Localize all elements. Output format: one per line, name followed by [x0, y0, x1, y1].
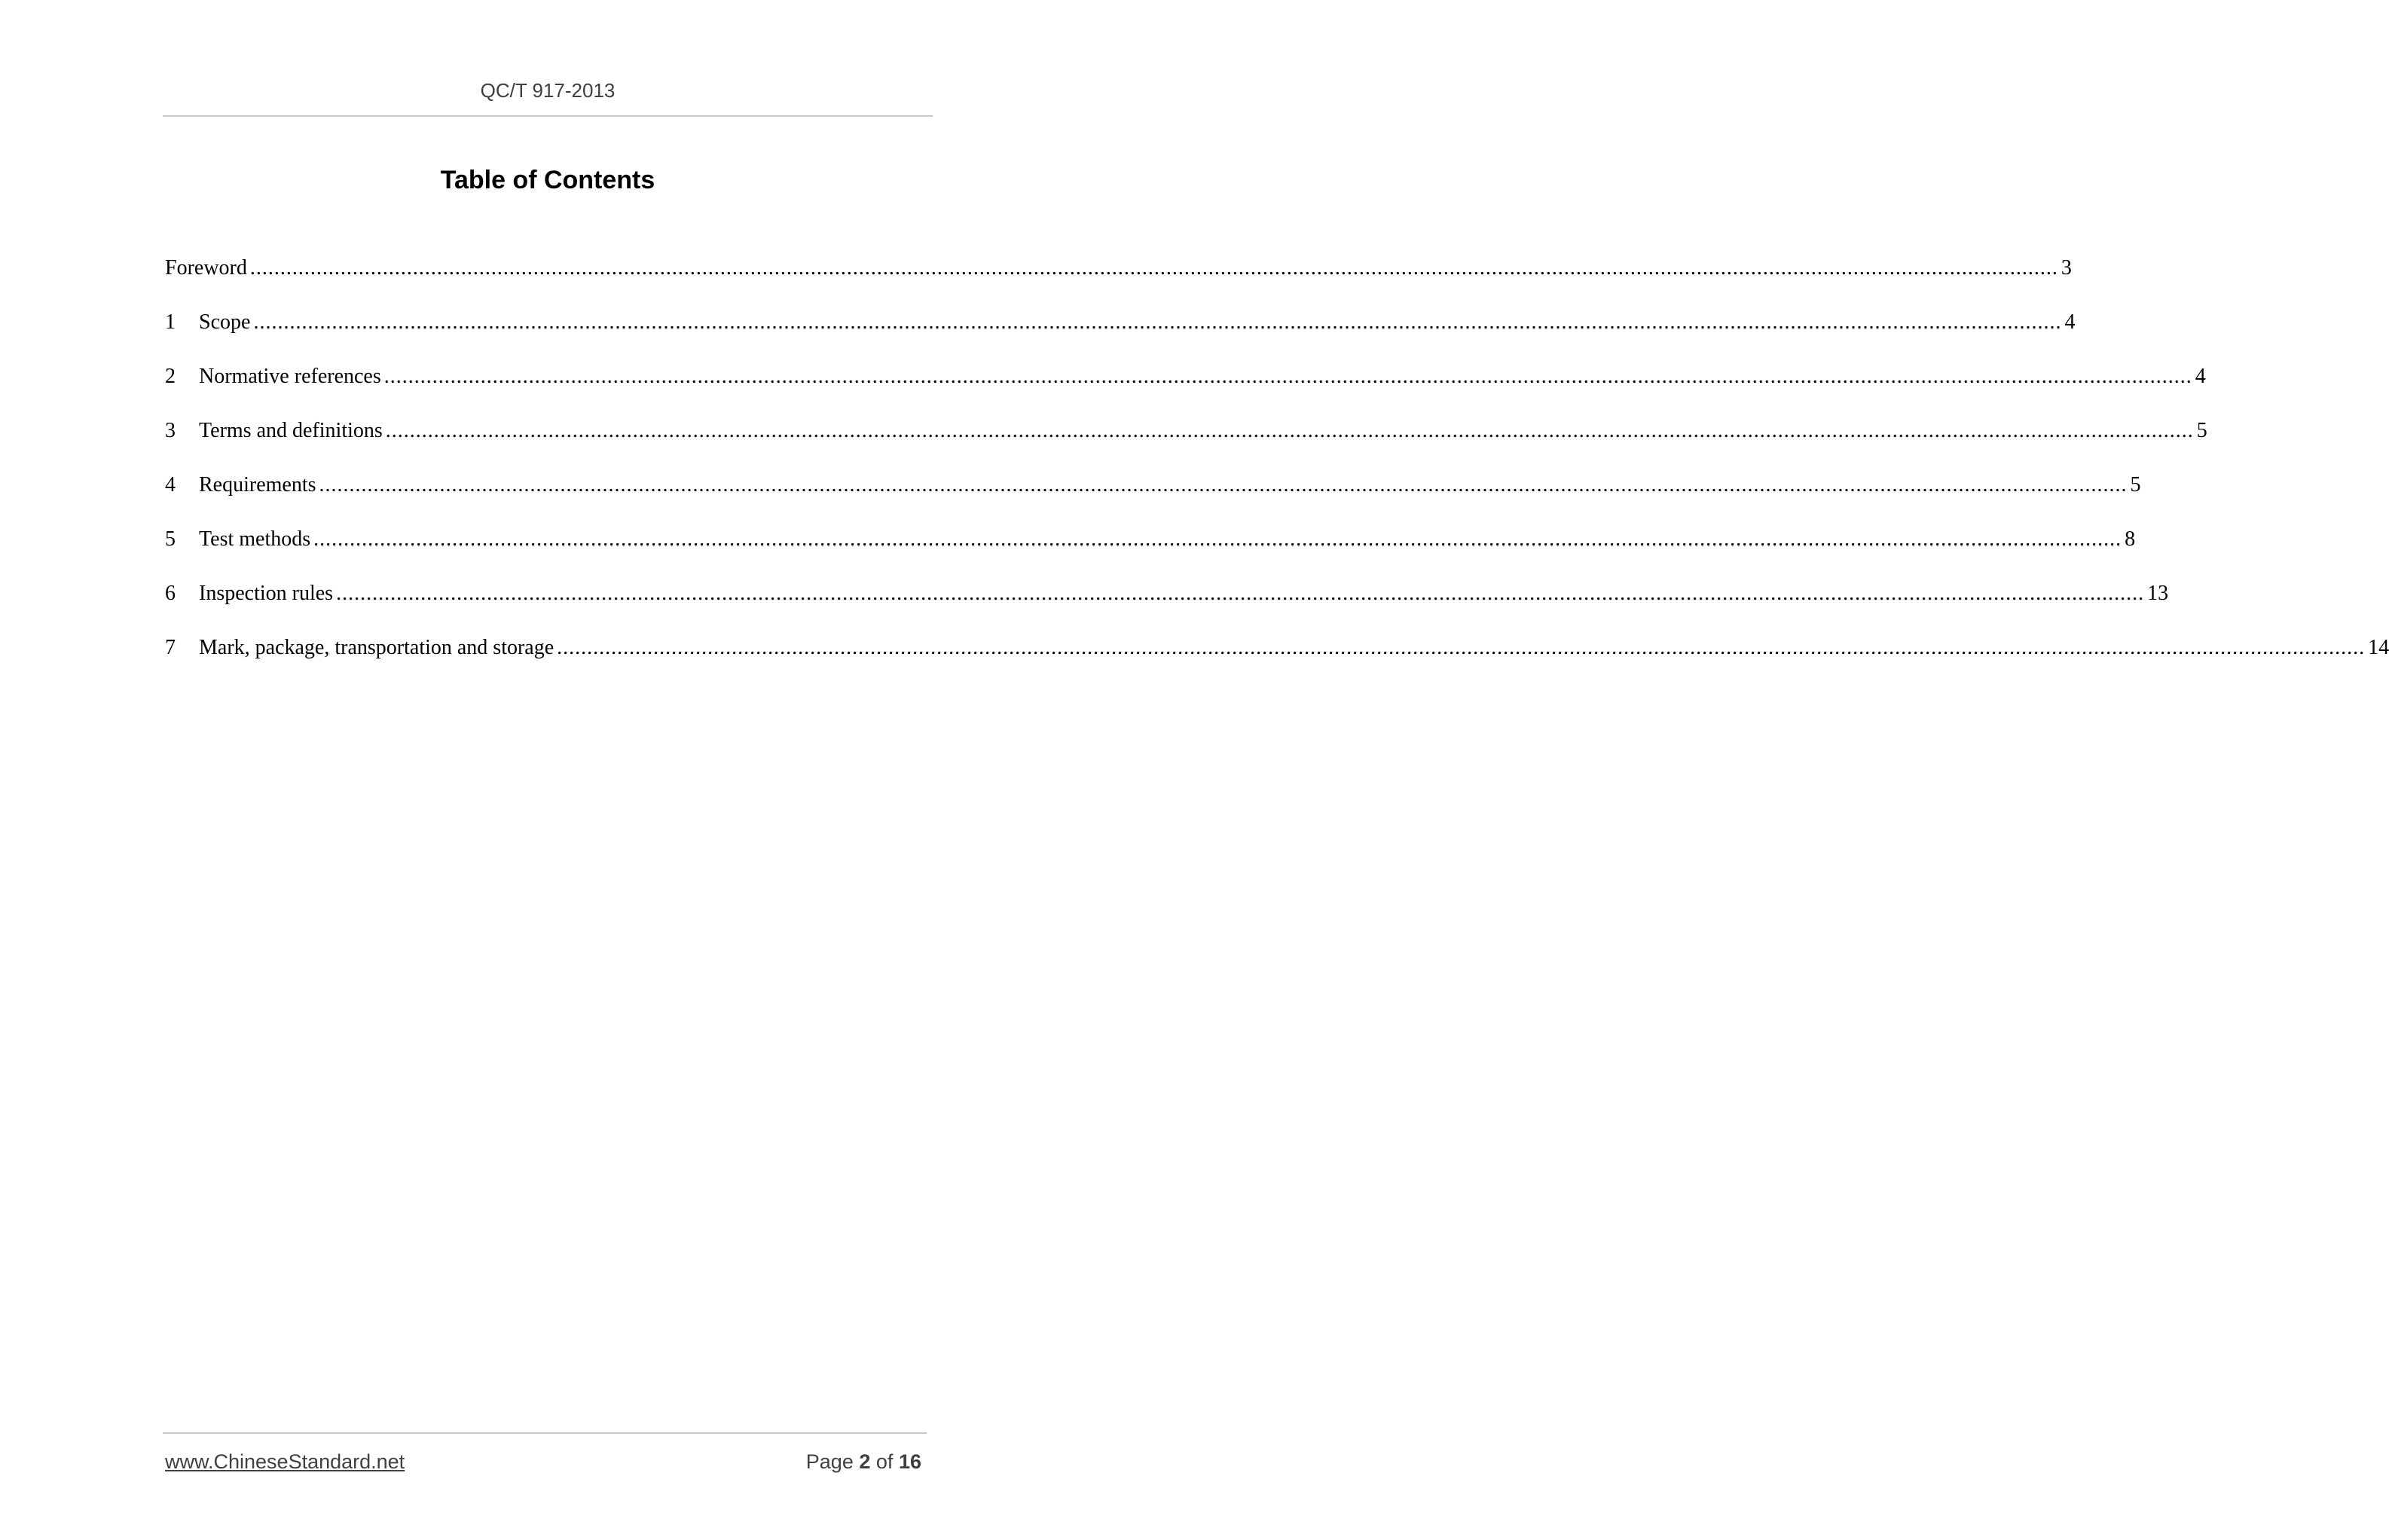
toc-leader-dots: ............................................................................................................................................................................................................................................................................................................	[336, 582, 2145, 605]
toc-entry-normative-references[interactable]	[165, 359, 2206, 413]
toc-entry-requirements[interactable]	[165, 467, 2141, 521]
toc-entry-page: 4	[2195, 365, 2206, 388]
footer-divider	[163, 1432, 927, 1434]
toc-entry-page: 8	[2125, 527, 2136, 551]
toc-entry-foreword[interactable]	[165, 250, 2072, 304]
toc-entry-number: 3	[165, 419, 176, 442]
toc-entry-mark-package[interactable]	[165, 630, 2389, 684]
toc-entry-number: 1	[165, 310, 176, 334]
toc-entry-number: 5	[165, 527, 176, 551]
toc-entry-page: 5	[2196, 419, 2207, 442]
toc-list	[165, 250, 2389, 684]
toc-entry-scope[interactable]	[165, 304, 2076, 359]
toc-entry-title: Foreword	[165, 256, 247, 280]
header-divider	[163, 115, 933, 117]
current-page: 2	[859, 1450, 871, 1473]
toc-entry-number: 7	[165, 636, 176, 659]
toc-leader-dots: ............................................................................................................................................................................................................................................................................................................	[383, 365, 2192, 388]
toc-entry-title: Normative references	[199, 365, 381, 388]
toc-leader-dots: ............................................................................................................................................................................................................................................................................................................	[249, 256, 2058, 280]
page-of-label: of	[875, 1450, 894, 1473]
toc-leader-dots: ............................................................................................................................................................................................................................................................................................................	[319, 473, 2128, 497]
toc-leader-dots: ............................................................................................................................................................................................................................................................................................................	[385, 419, 2194, 442]
toc-entry-number: 6	[165, 582, 176, 605]
toc-leader-dots: ............................................................................................................................................................................................................................................................................................................	[253, 310, 2062, 334]
toc-entry-page: 13	[2147, 582, 2169, 605]
page-label: Page	[805, 1450, 854, 1473]
toc-entry-title: Test methods	[199, 527, 311, 551]
toc-entry-title: Inspection rules	[199, 582, 334, 605]
toc-entry-title: Requirements	[199, 473, 316, 497]
total-pages: 16	[898, 1450, 921, 1473]
toc-entry-inspection-rules[interactable]	[165, 576, 2169, 630]
document-code: QC/T 917-2013	[480, 79, 616, 102]
toc-entry-page: 3	[2061, 256, 2072, 280]
toc-entry-page: 4	[2064, 310, 2076, 334]
toc-leader-dots: ............................................................................................................................................................................................................................................................................................................	[557, 636, 2366, 659]
toc-entry-page: 14	[2368, 636, 2389, 659]
toc-entry-title: Mark, package, transportation and storage	[199, 636, 554, 659]
toc-title: Table of Contents	[440, 166, 655, 194]
website-link[interactable]: www.ChineseStandard.net	[165, 1450, 405, 1473]
toc-entry-title: Terms and definitions	[199, 419, 383, 442]
toc-entry-number: 4	[165, 473, 176, 497]
toc-entry-page: 5	[2130, 473, 2141, 497]
page-number	[806, 1447, 921, 1477]
toc-entry-terms-and-definitions[interactable]	[165, 413, 2207, 467]
toc-entry-title: Scope	[199, 310, 251, 334]
toc-leader-dots: ............................................................................................................................................................................................................................................................................................................	[313, 527, 2122, 551]
toc-entry-number: 2	[165, 365, 176, 388]
toc-entry-test-methods[interactable]	[165, 521, 2136, 576]
